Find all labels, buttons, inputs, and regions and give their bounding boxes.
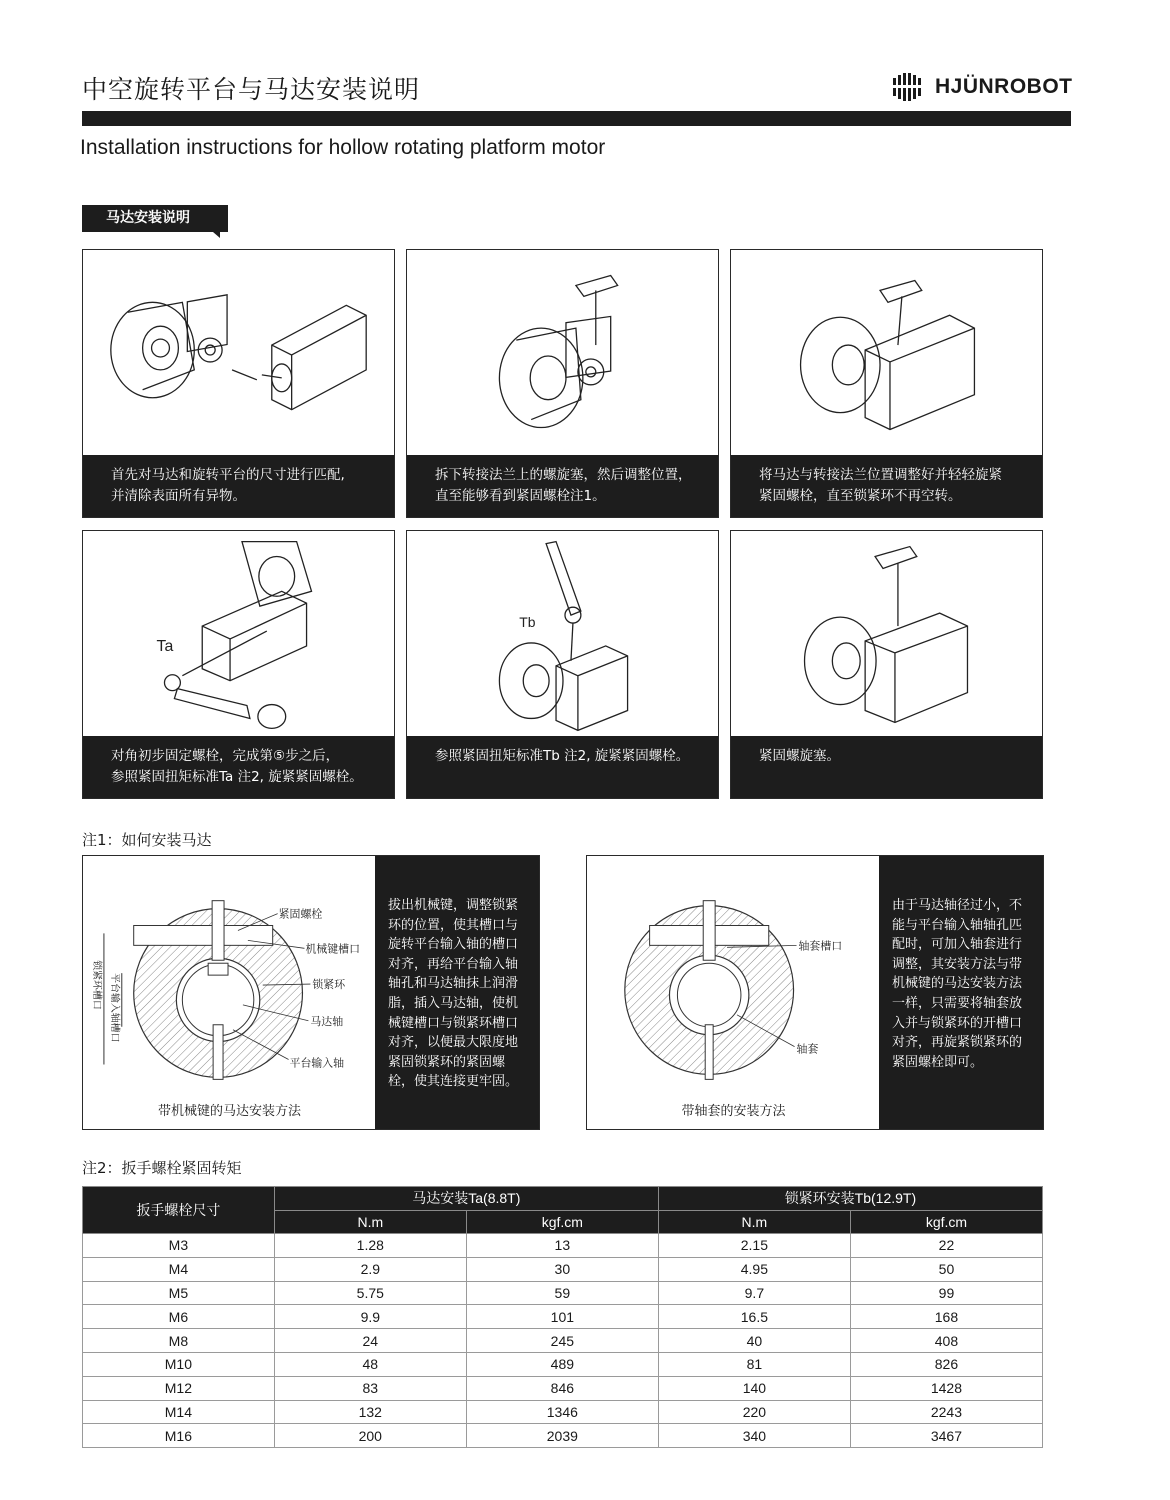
torque-value-cell: 9.7 [658,1281,850,1305]
torque-value-cell: 245 [466,1329,658,1353]
table-row [83,1424,1043,1448]
note-1-right-text: 由于马达轴径过小，不 能与平台输入轴轴孔匹 配时，可加入轴套进行 调整，其安装方法与带 机械键的马达安装方法 一样，只需要将轴套放 入并与锁紧环的开槽口 对齐，再旋紧锁紧环的 紧固螺栓即可。 [879,856,1043,1129]
torque-value-cell: 9.9 [274,1305,466,1329]
label-locking-ring-slot: 锁紧环槽口 [90,960,102,1010]
bolt-size-cell: M8 [83,1329,275,1353]
note-1-left-text: 拔出机械键，调整锁紧 环的位置，使其槽口与 旋转平台输入轴的槽口 对齐，再给平台输入轴 轴孔和马达轴抹上润滑 脂，插入马达轴，使机 械键槽口与锁紧环槽口 对齐，以便最大限度地 紧固锁紧环的紧固螺 栓，使其连接更牢固。 [375,856,539,1129]
torque-value-cell: 489 [466,1352,658,1376]
table-row [83,1329,1043,1353]
torque-value-cell: 200 [274,1424,466,1448]
step-2-caption: 拆下转接法兰上的螺旋塞，然后调整位置， 直至能够看到紧固螺栓注1。 [407,455,718,517]
torque-value-cell: 408 [850,1329,1042,1353]
step-4-illustration [83,531,394,737]
label-fastening-bolt: 紧固螺栓 [278,907,323,921]
bolt-size-cell: M10 [83,1352,275,1376]
torque-table [82,1186,1043,1448]
note-1-left-caption: 带机械键的马达安装方法 [157,1104,301,1119]
torque-value-cell: 140 [658,1376,850,1400]
step-panel-1 [82,249,395,518]
step-4-torque-label: Ta [156,637,174,655]
label-sleeve: 轴套 [796,1042,819,1056]
table-row [83,1400,1043,1424]
torque-value-cell: 16.5 [658,1305,850,1329]
step-panel-6 [730,530,1043,799]
brand-name: HJÜNROBOT [935,75,1073,98]
torque-value-cell: 81 [658,1352,850,1376]
step-4-caption: 对角初步固定螺栓，完成第⑤步之后， 参照紧固扭矩标准Ta 注2, 旋紧紧固螺栓。 [83,736,394,798]
label-sleeve-slot: 轴套槽口 [798,939,843,953]
torque-value-cell: 30 [466,1257,658,1281]
bolt-size-cell: M5 [83,1281,275,1305]
torque-value-cell: 2.15 [658,1234,850,1258]
bolt-size-cell: M6 [83,1305,275,1329]
table-row [83,1234,1043,1258]
header-unit-nm-a: N.m [274,1210,466,1234]
torque-value-cell: 220 [658,1400,850,1424]
note-1-title: 注1：如何安装马达 [82,831,212,849]
header-unit-kgf-b: kgf.cm [850,1210,1042,1234]
torque-value-cell: 83 [274,1376,466,1400]
torque-value-cell: 1.28 [274,1234,466,1258]
torque-value-cell: 48 [274,1352,466,1376]
header-motor-install: 马达安装Ta(8.8T) [274,1187,658,1211]
table-row [83,1305,1043,1329]
step-6-illustration [731,531,1042,737]
shaft-sleeve-diagram [587,856,880,1129]
bolt-size-cell: M12 [83,1376,275,1400]
bolt-size-cell: M16 [83,1424,275,1448]
step-3-illustration [731,250,1042,456]
table-row [83,1376,1043,1400]
header-unit-nm-b: N.m [658,1210,850,1234]
header-unit-kgf-a: kgf.cm [466,1210,658,1234]
torque-value-cell: 59 [466,1281,658,1305]
torque-value-cell: 3467 [850,1424,1042,1448]
step-panel-2 [406,249,719,518]
brand-logo [891,72,1073,102]
note-2-title: 注2：扳手螺栓紧固转矩 [82,1159,242,1177]
title-divider-bar [82,111,1071,126]
page-title: 中空旋转平台与马达安装说明 [82,75,421,104]
torque-value-cell: 13 [466,1234,658,1258]
torque-value-cell: 2.9 [274,1257,466,1281]
torque-value-cell: 132 [274,1400,466,1424]
torque-value-cell: 4.95 [658,1257,850,1281]
torque-value-cell: 22 [850,1234,1042,1258]
step-3-caption: 将马达与转接法兰位置调整好并轻轻旋紧 紧固螺栓，直至锁紧环不再空转。 [731,455,1042,517]
step-5-caption: 参照紧固扭矩标准Tb 注2, 旋紧紧固螺栓。 [407,736,718,798]
step-2-illustration [407,250,718,456]
header-ring-install: 锁紧环安装Tb(12.9T) [658,1187,1042,1211]
table-row [83,1281,1043,1305]
step-panel-3 [730,249,1043,518]
torque-value-cell: 340 [658,1424,850,1448]
torque-value-cell: 99 [850,1281,1042,1305]
torque-value-cell: 101 [466,1305,658,1329]
torque-value-cell: 1346 [466,1400,658,1424]
label-platform-input-shaft: 平台输入轴 [289,1056,345,1070]
step-5-torque-label: Tb [519,614,536,631]
step-6-caption: 紧固螺旋塞。 [731,736,1042,798]
torque-value-cell: 2243 [850,1400,1042,1424]
torque-value-cell: 40 [658,1329,850,1353]
section-tag [82,205,228,232]
note-1-left-box [82,855,540,1130]
torque-value-cell: 1428 [850,1376,1042,1400]
torque-value-cell: 846 [466,1376,658,1400]
mechanical-key-diagram [83,856,376,1129]
brand-mark-icon [891,72,927,102]
label-key-slot: 机械键槽口 [305,942,360,956]
torque-value-cell: 24 [274,1329,466,1353]
table-row [83,1257,1043,1281]
section-tag-label: 马达安装说明 [106,210,190,226]
step-panel-4 [82,530,395,799]
note-1-right-box [586,855,1044,1130]
torque-value-cell: 168 [850,1305,1042,1329]
table-row [83,1352,1043,1376]
header-bolt-size: 扳手螺栓尺寸 [83,1187,275,1234]
step-5-illustration [407,531,718,737]
torque-value-cell: 826 [850,1352,1042,1376]
bolt-size-cell: M3 [83,1234,275,1258]
label-platform-input-slot: 平台输入轴槽口 [108,973,120,1043]
torque-value-cell: 5.75 [274,1281,466,1305]
note-1-right-caption: 带轴套的安装方法 [681,1104,786,1119]
torque-value-cell: 2039 [466,1424,658,1448]
page-subtitle: Installation instructions for hollow rotating platform motor [80,136,606,159]
label-locking-ring: 锁紧环 [312,978,346,992]
label-motor-shaft: 马达轴 [310,1014,344,1028]
torque-table-body [83,1234,1043,1448]
bolt-size-cell: M14 [83,1400,275,1424]
step-panel-5 [406,530,719,799]
step-1-illustration [83,250,394,456]
step-1-caption: 首先对马达和旋转平台的尺寸进行匹配, 并清除表面所有异物。 [83,455,394,517]
bolt-size-cell: M4 [83,1257,275,1281]
torque-value-cell: 50 [850,1257,1042,1281]
